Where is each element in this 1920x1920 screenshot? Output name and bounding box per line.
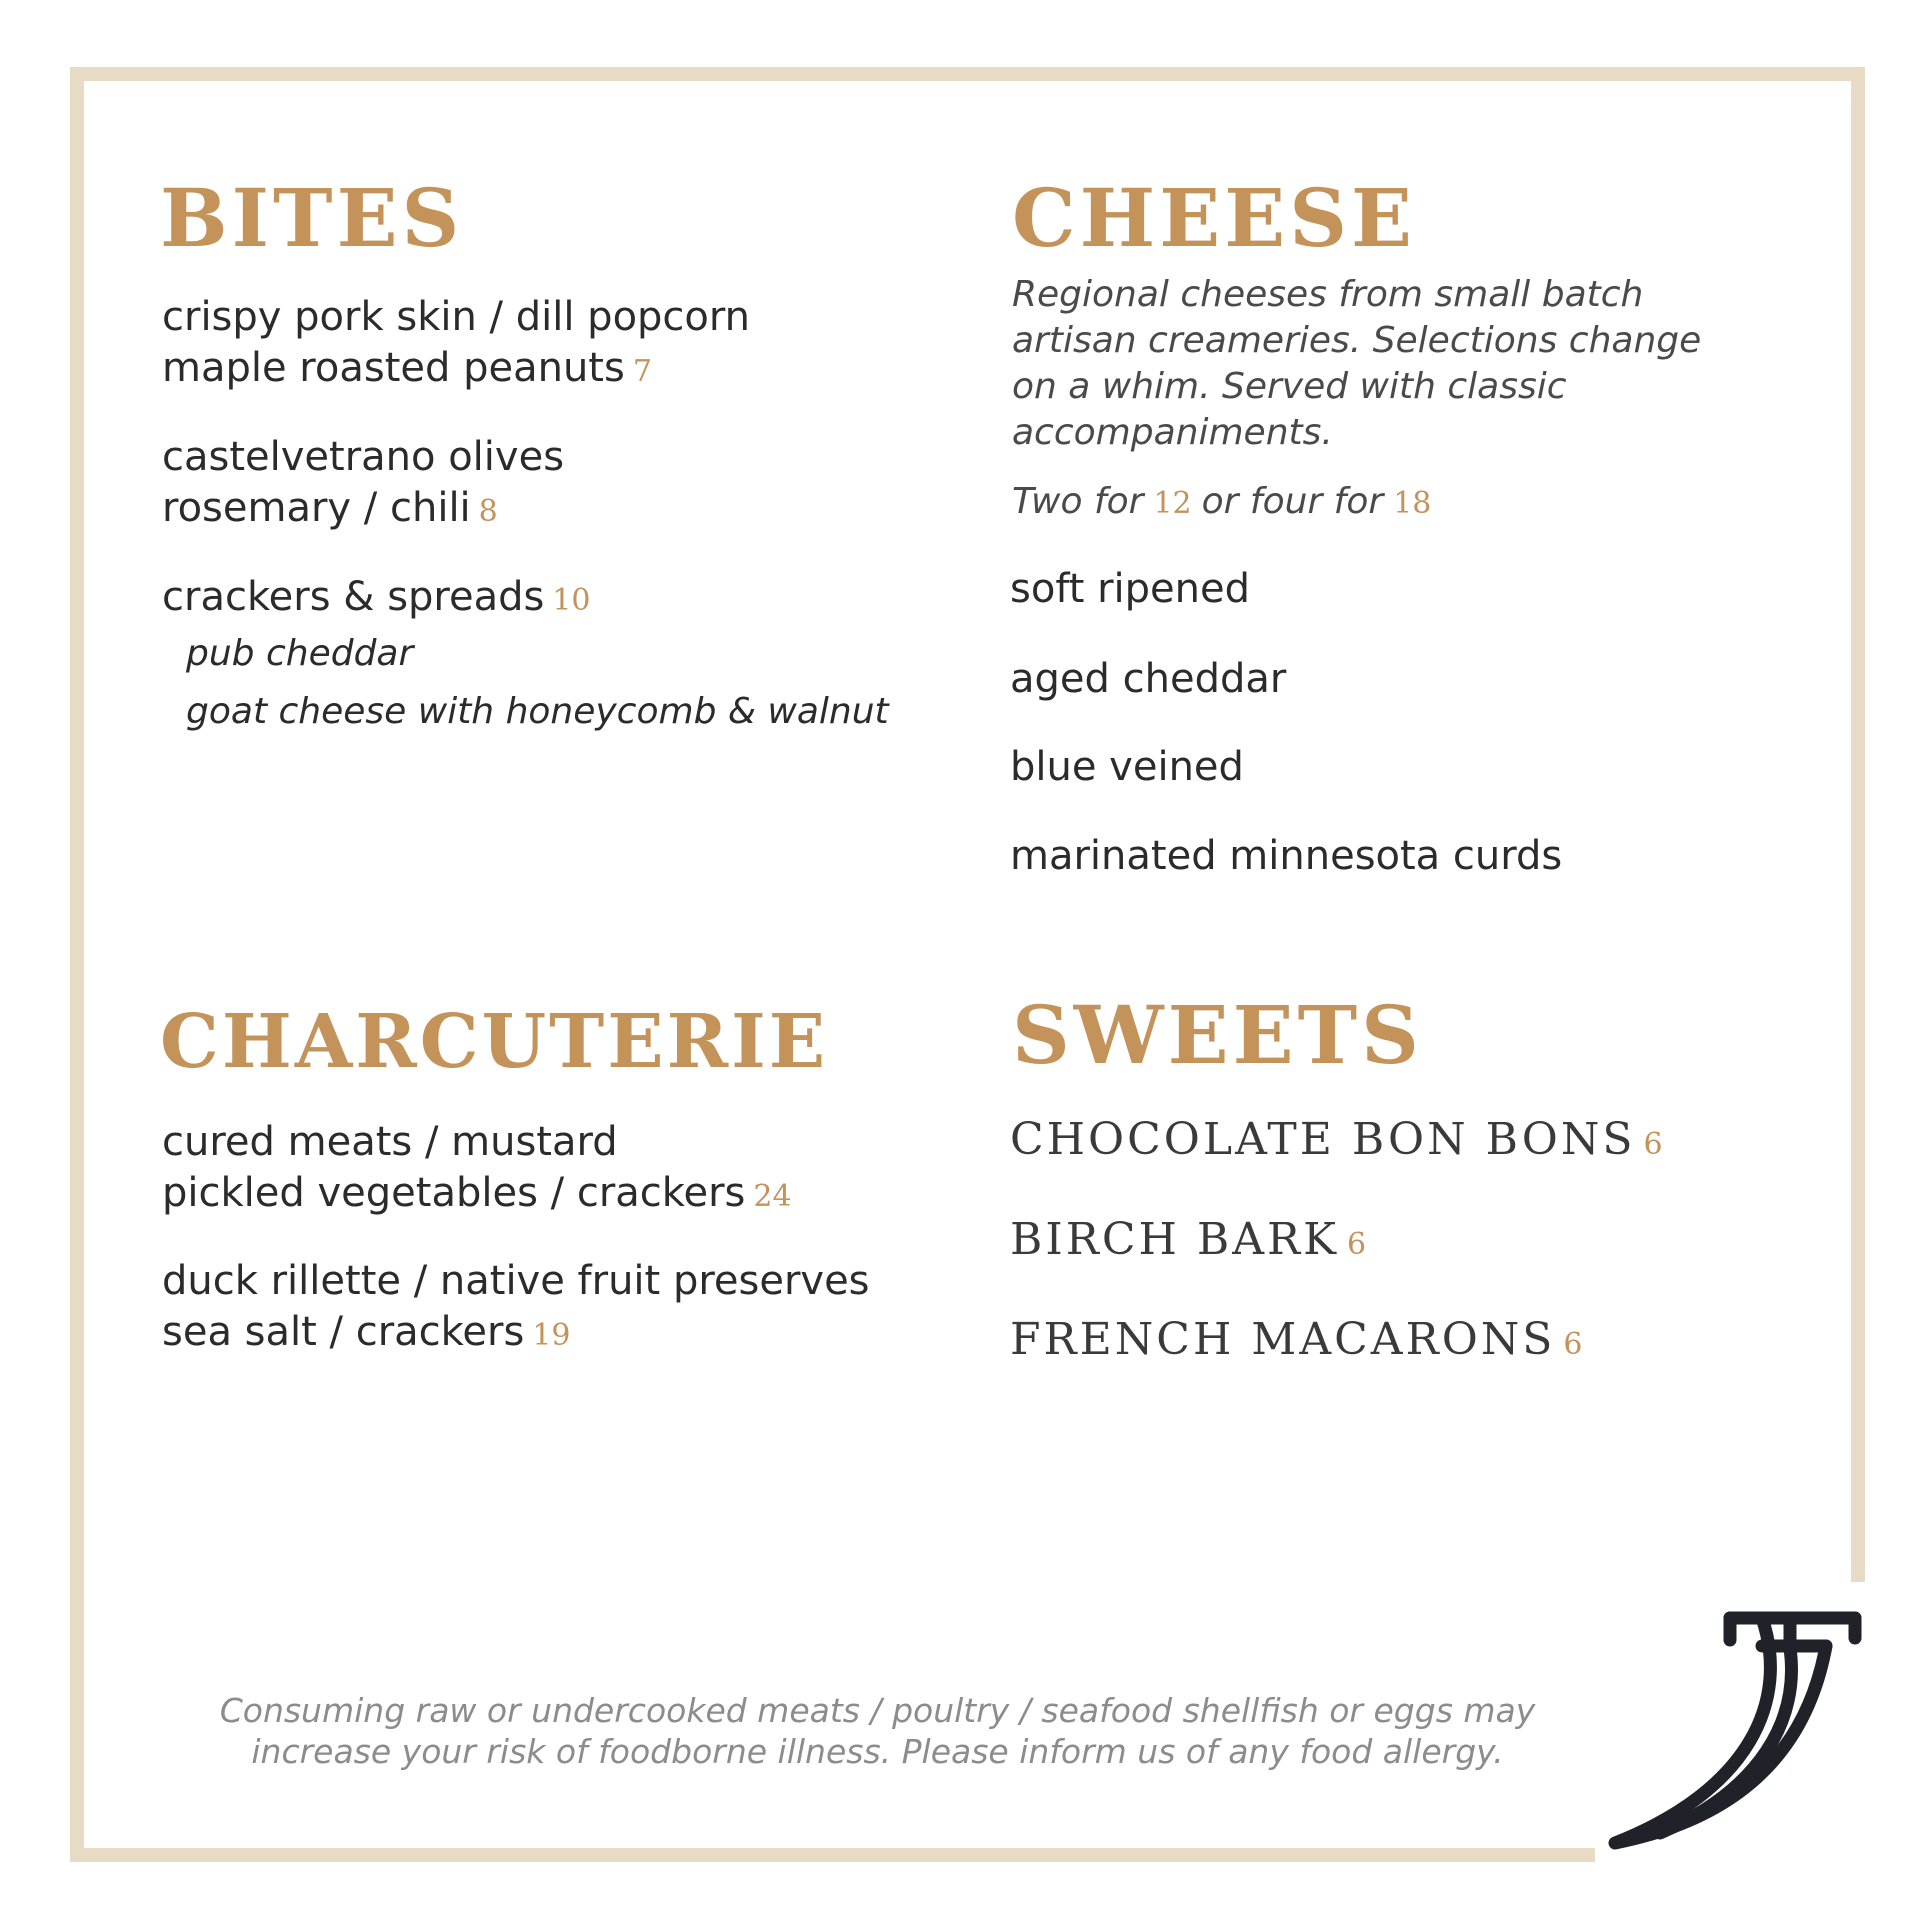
pricing-four-price: 18 <box>1393 486 1432 521</box>
horn-icon <box>1600 1590 1870 1850</box>
item-line: crackers & spreads <box>162 574 545 620</box>
charcuterie-title: CHARCUTERIE <box>160 999 829 1085</box>
item-price: 8 <box>478 494 498 529</box>
charcuterie-item-cured-meats <box>162 1117 792 1222</box>
cheese-title: CHEESE <box>1012 171 1416 265</box>
frame-bottom-border <box>70 1848 1595 1862</box>
sweets-item-macarons <box>1010 1315 1583 1370</box>
bites-title: BITES <box>160 171 464 265</box>
bites-option-goat-cheese: goat cheese with honeycomb & walnut <box>186 691 889 732</box>
frame-top-border <box>70 67 1865 81</box>
item-price: 7 <box>632 354 652 389</box>
cheese-description <box>1012 272 1772 456</box>
item-line: cured meats / mustard <box>162 1119 618 1165</box>
bites-item-olives <box>162 432 564 537</box>
item-line: rosemary / chili <box>162 485 471 531</box>
bites-option-pub-cheddar: pub cheddar <box>186 633 414 674</box>
cheese-item-soft-ripened: soft ripened <box>1010 566 1250 612</box>
description-line: Regional cheeses from small batch <box>1012 274 1644 315</box>
item-line: pickled vegetables / crackers <box>162 1170 746 1216</box>
sweets-title: SWEETS <box>1012 988 1423 1082</box>
disclaimer-line: increase your risk of foodborne illness. Please inform us of any food allergy. <box>251 1732 1504 1771</box>
item-price: 10 <box>552 583 591 618</box>
item-line: sea salt / crackers <box>162 1309 525 1355</box>
cheese-item-blue-veined: blue veined <box>1010 744 1244 790</box>
sweet-name: FRENCH MACARONS <box>1010 1314 1556 1365</box>
sweets-item-bon-bons <box>1010 1115 1663 1170</box>
item-price: 19 <box>532 1318 571 1353</box>
item-price: 6 <box>1563 1327 1583 1362</box>
cheese-item-aged-cheddar: aged cheddar <box>1010 656 1287 702</box>
description-line: on a whim. Served with classic <box>1012 366 1567 407</box>
sweets-item-birch-bark <box>1010 1215 1366 1270</box>
bites-item-pork-skin <box>162 292 750 397</box>
description-line: accompaniments. <box>1012 412 1333 453</box>
cheese-pricing <box>1012 480 1441 526</box>
disclaimer-line: Consuming raw or undercooked meats / poultry / seafood shellfish or eggs may <box>219 1691 1536 1730</box>
bites-item-crackers <box>162 572 591 626</box>
frame-left-border <box>70 67 84 1862</box>
charcuterie-item-duck-rillette <box>162 1256 870 1361</box>
item-line: crispy pork skin / dill popcorn <box>162 294 750 340</box>
item-line: duck rillette / native fruit preserves <box>162 1258 870 1304</box>
cheese-item-minnesota-curds: marinated minnesota curds <box>1010 833 1563 879</box>
sweet-name: CHOCOLATE BON BONS <box>1010 1114 1636 1165</box>
pricing-two-price: 12 <box>1153 486 1192 521</box>
item-line: maple roasted peanuts <box>162 345 625 391</box>
item-price: 6 <box>1643 1127 1663 1162</box>
description-line: artisan creameries. Selections change <box>1012 320 1702 361</box>
frame-right-border <box>1851 67 1865 1582</box>
item-line: castelvetrano olives <box>162 434 565 480</box>
pricing-four-label: or four for <box>1201 481 1384 522</box>
pricing-two-label: Two for <box>1012 481 1144 522</box>
sweet-name: BIRCH BARK <box>1010 1214 1339 1265</box>
item-price: 6 <box>1346 1227 1367 1262</box>
item-price: 24 <box>753 1179 792 1214</box>
allergy-disclaimer <box>140 1690 1615 1772</box>
